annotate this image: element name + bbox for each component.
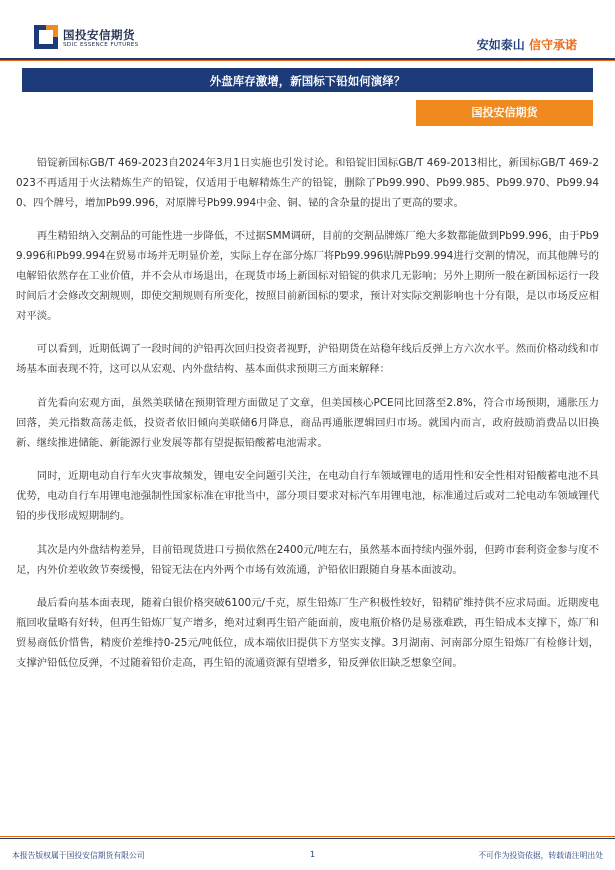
paragraph-5: 同时，近期电动自行车火灾事故频发，锂电安全问题引关注，在电动自行车领域锂电的适用性和安全性相对铅酸蓄电池不具优势，电动自行车用锂电池强制性国家标准在审批当中，部分项目要求对标汽车用锂电池，标准通过后或对二轮电动车领域锂代铅的步伐形成短期制约。 xyxy=(16,470,599,522)
paragraph-4: 首先看向宏观方面，虽然美联储在预期管理方面做足了文章，但美国核心PCE同比回落至2.8%，符合市场预期，通胀压力回落，美元指数高荡走低，投资者依旧倾向美联储6月降息，商品再通胀逻辑回归市场。就国内而言，政府鼓励消费品以旧换新、继续推进储能、新能源行业发展等都有望提振铅酸蓄电池需求。 xyxy=(16,396,599,449)
paragraph-gap xyxy=(16,380,599,394)
report-body xyxy=(16,154,599,674)
logo-text-en: SDIC ESSENCE FUTURES xyxy=(63,42,139,48)
paragraph-3: 可以看到，近期低调了一段时间的沪铅再次回归投资者视野，沪铅期货在站稳年线后反弹上方六次水平。然而价格动线和市场基本面表现不符，这可以从宏观、内外盘结构、基本面供求预期三方面来解释： xyxy=(16,343,599,376)
paragraph-6: 其次是内外盘结构差异，目前铅现货进口亏损依然在2400元/吨左右，虽然基本面持续内强外弱，但跨市套利资金参与度不足，内外价差收敛节奏缓慢，铅锭无法在内外两个市场有效流通，沪铅依旧跟随自身基本面波动。 xyxy=(16,543,599,576)
paragraph-2: 再生精铅纳入交割品的可能性进一步降低，不过据SMM调研，目前的交割品牌炼厂绝大多数都能做到Pb99.996，由于Pb99.996和Pb99.994在贸易市场并无明显价差，实际上存在部分炼厂将Pb99.996贴牌Pb99.994进行交割的情况，而其他牌号的电解铅依然存在工业价值，并不会从市场退出，在现货市场上新国标对铅锭的供求几无影响；另外上期所一般在新国标运行一段时间后才会修改交割规则，即使交割规则有所变化，按照目前新国标的要求，预计对实际交割影响也十分有限，是以市场反应相对平淡。 xyxy=(16,230,599,322)
paragraph-1: 铅锭新国标GB/T 469-2023自2024年3月1日实施也引发讨论。和铅锭旧国标GB/T 469-2013相比，新国标GB/T 469-2023不再适用于火法精炼生产的铅锭，仅适用于电解精炼生产的铅锭，删除了Pb99.990、Pb99.985、Pb99.970、Pb99.940、四个牌号，增加Pb99.996，对原牌号Pb99.994中金、铜、铋的含杂量的提出了更高的要求。 xyxy=(16,157,599,209)
company-logo-icon xyxy=(34,25,58,49)
slogan-part2: 信守承诺 xyxy=(528,38,577,52)
footer-copyright: 本报告版权属于国投安信期货有限公司 xyxy=(12,851,145,860)
footer-divider-orange xyxy=(0,836,615,837)
brand-tag: 国投安信期货 xyxy=(416,100,593,126)
paragraph-gap xyxy=(16,527,599,541)
title-banner xyxy=(22,68,593,92)
report-header xyxy=(0,0,615,62)
slogan xyxy=(477,36,577,53)
paragraph-gap xyxy=(16,580,599,594)
slogan-part1: 安如泰山 xyxy=(476,38,525,52)
paragraph-gap xyxy=(16,213,599,227)
header-divider-orange xyxy=(0,60,615,61)
paragraph-7: 最后看向基本面表现，随着白银价格突破6100元/千克，原生铅炼厂生产积极性较好，铅精矿维持供不应求局面。近期废电瓶回收量略有好转，但再生铅炼厂复产增多，绝对过剩再生铅产能面前，废电瓶价格仍是易涨难跌，再生铅成本支撑下，炼厂和贸易商低价惜售，精废价差维持0-25元/吨低位，成本端依旧提供下方坚实支撑。3月湖南、河南部分原生铅炼厂有检修计划，支撑沪铅低位反弹，不过随着铅价走高，再生铅的流通资源有望增多，铅反弹依旧缺乏想象空间。 xyxy=(16,597,599,669)
paragraph-gap xyxy=(16,326,599,340)
footer-divider-blue xyxy=(0,838,615,839)
footer-disclaimer: 不可作为投资依据，转载请注明出处 xyxy=(478,851,603,860)
logo-text-cn: 国投安信期货 xyxy=(63,28,135,42)
page-number: 1 xyxy=(310,850,316,859)
paragraph-gap xyxy=(16,453,599,467)
page-title: 外盘库存激增，新国标下铅如何演绎？ xyxy=(209,74,406,88)
